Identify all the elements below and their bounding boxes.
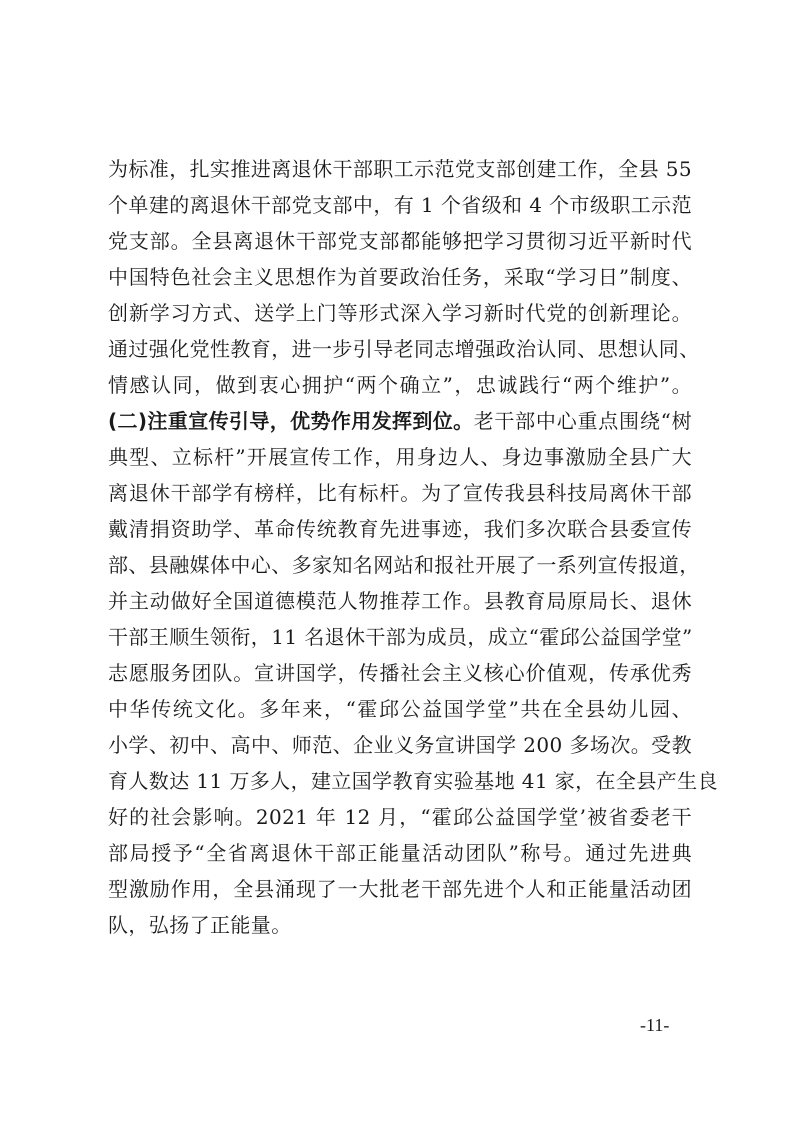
text-line: 志愿服务团队。宣讲国学，传播社会主义核心价值观，传承优秀	[108, 661, 692, 685]
text-line: 小学、初中、高中、师范、企业义务宣讲国学 200 多场次。受教	[108, 733, 692, 757]
text-line: 情感认同，做到衷心拥护“两个确立”，忠诚践行“两个维护”。	[108, 373, 692, 397]
text-line: 中华传统文化。多年来，“霍邱公益国学堂”共在全县幼儿园、	[108, 697, 692, 721]
text-line: 干部王顺生领衔，11 名退休干部为成员，成立“霍邱公益国学堂”	[108, 625, 693, 649]
text-line: 中国特色社会主义思想作为首要政治任务，采取“学习日”制度、	[108, 265, 692, 289]
text-line: 戴清捐资助学、革命传统教育先进事迹，我们多次联合县委宣传	[108, 517, 692, 541]
text-line: 队，弘扬了正能量。	[108, 913, 292, 937]
text-line: 个单建的离退休干部党支部中，有 1 个省级和 4 个市级职工示范	[108, 193, 692, 217]
section-heading: (二)注重宣传引导，优势作用发挥到位。	[108, 409, 474, 433]
text-line: 党支部。全县离退休干部党支部都能够把学习贯彻习近平新时代	[108, 229, 692, 253]
text-line: 部局授予“全省离退休干部正能量活动团队”称号。通过先进典	[108, 841, 692, 865]
text-line: 为标准，扎实推进离退休干部职工示范党支部创建工作，全县 55	[108, 157, 692, 181]
text-line: 育人数达 11 万多人，建立国学教育实验基地 41 家，在全县产生良	[108, 769, 718, 793]
text-line: 典型、立标杆”开展宣传工作，用身边人、身边事激励全县广大	[108, 445, 692, 469]
page-number: -11-	[640, 1015, 670, 1035]
section-heading-continuation: 老干部中心重点围绕“树	[473, 409, 693, 433]
text-line: 型激励作用，全县涌现了一大批老干部先进个人和正能量活动团	[108, 877, 692, 901]
text-line: 部、县融媒体中心、多家知名网站和报社开展了一系列宣传报道，	[108, 553, 700, 577]
text-line: 并主动做好全国道德模范人物推荐工作。县教育局原局长、退休	[108, 589, 692, 613]
text-line: 好的社会影响。2021 年 12 月，“霍邱公益国学堂’被省委老干	[108, 805, 692, 829]
text-line: 创新学习方式、送学上门等形式深入学习新时代党的创新理论。	[108, 301, 692, 325]
text-line: 通过强化党性教育，进一步引导老同志增强政治认同、思想认同、	[108, 337, 700, 361]
section-heading-line	[108, 403, 692, 439]
text-line: 离退休干部学有榜样，比有标杆。为了宣传我县科技局离休干部	[108, 481, 692, 505]
